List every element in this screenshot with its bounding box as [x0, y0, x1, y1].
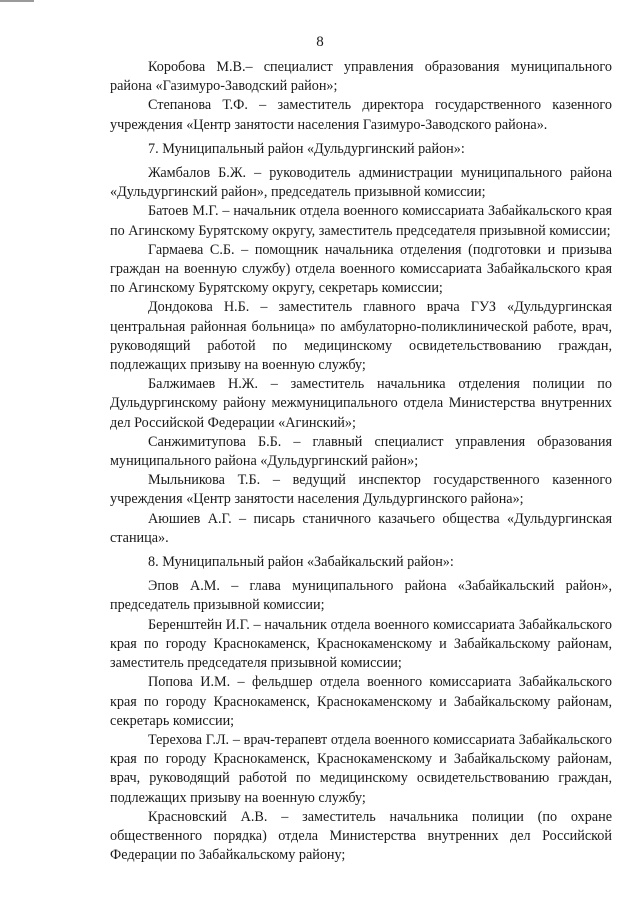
document-body [110, 58, 612, 865]
paragraph-2: Степанова Т.Ф. – заместитель директора государственного казенного учреждения «Центр занятости населения Газимуро-Заводского района». [110, 97, 612, 133]
paragraph-17: Красновский А.В. – заместитель начальника полиции (по охране общественного порядка) отдела Министерства внутренних дел Российской Федерации по Забайкальскому району; [110, 808, 612, 864]
paragraph-7: Дондокова Н.Б. – заместитель главного врача ГУЗ «Дульдургинская центральная районная больница» по амбулаторно-поликлинической работе, врач, руководящий работой по медицинскому освидетельствованию граждан, подлежащих призыву на военную службу; [110, 299, 612, 374]
paragraph-5: Батоев М.Г. – начальник отдела военного комиссариата Забайкальского края по Агинскому Бурятскому округу, заместитель председателя призывной комиссии; [110, 203, 612, 239]
paragraph-14: Беренштейн И.Г. – начальник отдела военного комиссариата Забайкальского края по городу Краснокаменск, Краснокаменскому и Забайкальскому районам, заместитель председателя призывной комиссии; [110, 616, 612, 672]
paragraph-6: Гармаева С.Б. – помощник начальника отделения (подготовки и призыва граждан на военную службу) отдела военного комиссариата Забайкальского края по Агинскому Бурятскому округу, секретарь комиссии; [110, 241, 612, 297]
paragraph-11: Аюшиев А.Г. – писарь станичного казачьего общества «Дульдургинская станица». [110, 510, 612, 546]
page-number: 8 [316, 34, 324, 50]
scan-corner-mark [0, 0, 34, 2]
section-heading-7: 7. Муниципальный район «Дульдургинский район»: [148, 140, 465, 157]
paragraph-16: Терехова Г.Л. – врач-терапевт отдела военного комиссариата Забайкальского края по городу Краснокаменск, Краснокаменскому и Забайкальскому районам, врач, руководящий работой по медицинскому освидетельствованию граждан, подлежащих призыву на военную службу; [110, 731, 612, 806]
paragraph-1: Коробова М.В.– специалист управления образования муниципального района «Газимуро-Заводский район»; [110, 59, 612, 95]
paragraph-15: Попова И.М. – фельдшер отдела военного комиссариата Забайкальского края по городу Краснокаменск, Краснокаменскому и Забайкальскому районам, секретарь комиссии; [110, 674, 612, 729]
paragraph-13: Эпов А.М. – глава муниципального района «Забайкальский район», председатель призывной комиссии; [110, 578, 612, 614]
section-heading-8: 8. Муниципальный район «Забайкальский район»: [148, 554, 454, 571]
paragraph-10: Мыльникова Т.Б. – ведущий инспектор государственного казенного учреждения «Центр занятости населения Дульдургинского района»; [110, 472, 612, 508]
paragraph-8: Балжимаев Н.Ж. – заместитель начальника отделения полиции по Дульдургинскому району межмуниципального отдела Министерства внутренних дел Российской Федерации «Агинский»; [110, 376, 612, 431]
paragraph-9: Санжимитупова Б.Б. – главный специалист управления образования муниципального района «Дульдургинский район»; [110, 433, 612, 470]
paragraph-4: Жамбалов Б.Ж. – руководитель администрации муниципального района «Дульдургинский район», председатель призывной комиссии; [110, 165, 612, 201]
